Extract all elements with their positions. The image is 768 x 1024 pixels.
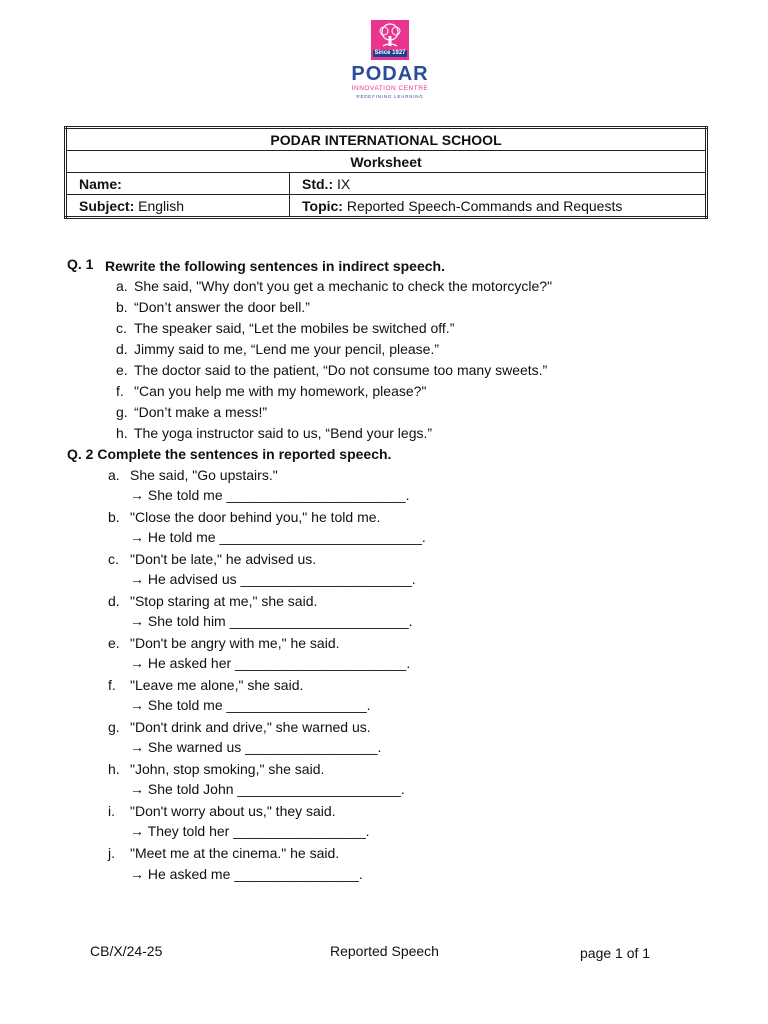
item-text: "Don't be angry with me," he said.	[130, 635, 340, 651]
item-text: The yoga instructor said to us, “Bend your legs.”	[134, 425, 433, 441]
item-text: Jimmy said to me, “Lend me your pencil, please.”	[134, 341, 440, 357]
footer-page-number: page 1 of 1	[580, 945, 651, 961]
item-marker: e.	[108, 635, 120, 651]
answer-line: → She told me __________________.	[130, 697, 371, 713]
item-text: She said, "Go upstairs."	[130, 467, 278, 483]
list-item	[108, 549, 316, 569]
item-text: "Don't be late," he advised us.	[130, 551, 317, 567]
list-item	[108, 843, 339, 863]
subject-label: Subject:	[79, 197, 135, 214]
item-text: "Don't worry about us," they said.	[130, 803, 336, 819]
list-item	[116, 402, 267, 422]
answer-line: → He asked her ______________________.	[130, 655, 411, 671]
item-text: “Don’t answer the door bell.”	[134, 299, 310, 315]
school-name: PODAR INTERNATIONAL SCHOOL	[66, 128, 707, 151]
topic-value: Reported Speech-Commands and Requests	[342, 197, 623, 214]
list-item	[116, 423, 432, 443]
logo-brand: PODAR	[351, 63, 429, 85]
item-marker: g.	[116, 404, 128, 420]
item-marker: c.	[108, 551, 119, 567]
list-item	[108, 465, 278, 485]
item-text: "Meet me at the cinema." he said.	[130, 845, 340, 861]
item-text: “Don’t make a mess!”	[134, 404, 268, 420]
worksheet-title: Worksheet	[66, 151, 707, 173]
item-marker: f.	[108, 677, 116, 693]
list-item	[108, 675, 303, 695]
item-text: "Leave me alone," she said.	[130, 677, 304, 693]
q1-number: Q. 1	[67, 256, 94, 272]
answer-line: → He advised us ______________________.	[130, 571, 416, 587]
q2-title: Q. 2 Complete the sentences in reported speech.	[67, 446, 392, 462]
name-label: Name:	[79, 175, 122, 192]
logo-subtitle: INNOVATION CENTRE	[351, 85, 429, 92]
item-marker: f.	[116, 383, 124, 399]
worksheet-header-table	[64, 126, 708, 219]
footer-title: Reported Speech	[330, 943, 439, 959]
item-marker: c.	[116, 320, 127, 336]
list-item	[116, 381, 426, 401]
list-item	[108, 801, 336, 821]
topic-cell	[290, 195, 707, 218]
std-label: Std.:	[302, 175, 334, 192]
item-marker: b.	[108, 509, 120, 525]
item-marker: b.	[116, 299, 128, 315]
std-value: IX	[333, 175, 351, 192]
list-item	[108, 717, 371, 737]
item-text: "Close the door behind you," he told me.	[130, 509, 381, 525]
item-text: "Stop staring at me," she said.	[130, 593, 318, 609]
list-item	[116, 297, 310, 317]
item-marker: a.	[108, 467, 120, 483]
item-marker: h.	[108, 761, 120, 777]
item-text: "Don't drink and drive," she warned us.	[130, 719, 371, 735]
list-item	[108, 633, 340, 653]
list-item	[116, 339, 439, 359]
tree-icon	[371, 22, 409, 50]
answer-line: → He told me __________________________.	[130, 529, 426, 545]
item-text: "Can you help me with my homework, please?"	[134, 383, 427, 399]
item-marker: i.	[108, 803, 115, 819]
item-text: She said, "Why don't you get a mechanic to check the motorcycle?"	[134, 278, 553, 294]
answer-line: → She told me _______________________.	[130, 487, 410, 503]
answer-line: → He asked me ________________.	[130, 866, 363, 882]
name-cell	[66, 173, 290, 195]
item-marker: g.	[108, 719, 120, 735]
list-item	[116, 318, 454, 338]
list-item	[116, 276, 552, 296]
list-item	[108, 759, 324, 779]
list-item	[108, 591, 317, 611]
item-text: "John, stop smoking," she said.	[130, 761, 325, 777]
item-marker: d.	[116, 341, 128, 357]
q1-title: Rewrite the following sentences in indirect speech.	[105, 258, 445, 274]
subject-value: English	[134, 197, 185, 214]
item-marker: a.	[116, 278, 128, 294]
logo-tree-icon	[371, 20, 409, 60]
item-marker: h.	[116, 425, 128, 441]
logo-since: Since 1927	[374, 50, 406, 56]
school-logo	[340, 20, 440, 108]
list-item	[116, 360, 547, 380]
answer-line: → She told John _____________________.	[130, 781, 405, 797]
item-text: The doctor said to the patient, “Do not consume too many sweets.”	[134, 362, 548, 378]
item-text: The speaker said, “Let the mobiles be switched off.”	[134, 320, 455, 336]
std-cell	[290, 173, 707, 195]
list-item	[108, 507, 380, 527]
answer-line: → She warned us _________________.	[130, 739, 382, 755]
footer-code: CB/X/24-25	[90, 943, 163, 959]
item-marker: j.	[108, 845, 115, 861]
item-marker: d.	[108, 593, 120, 609]
answer-line: → They told her _________________.	[130, 823, 370, 839]
item-marker: e.	[116, 362, 128, 378]
answer-line: → She told him _______________________.	[130, 613, 413, 629]
logo-tagline: REDEFINING LEARNING	[356, 94, 424, 99]
topic-label: Topic:	[302, 197, 343, 214]
subject-cell	[66, 195, 290, 218]
